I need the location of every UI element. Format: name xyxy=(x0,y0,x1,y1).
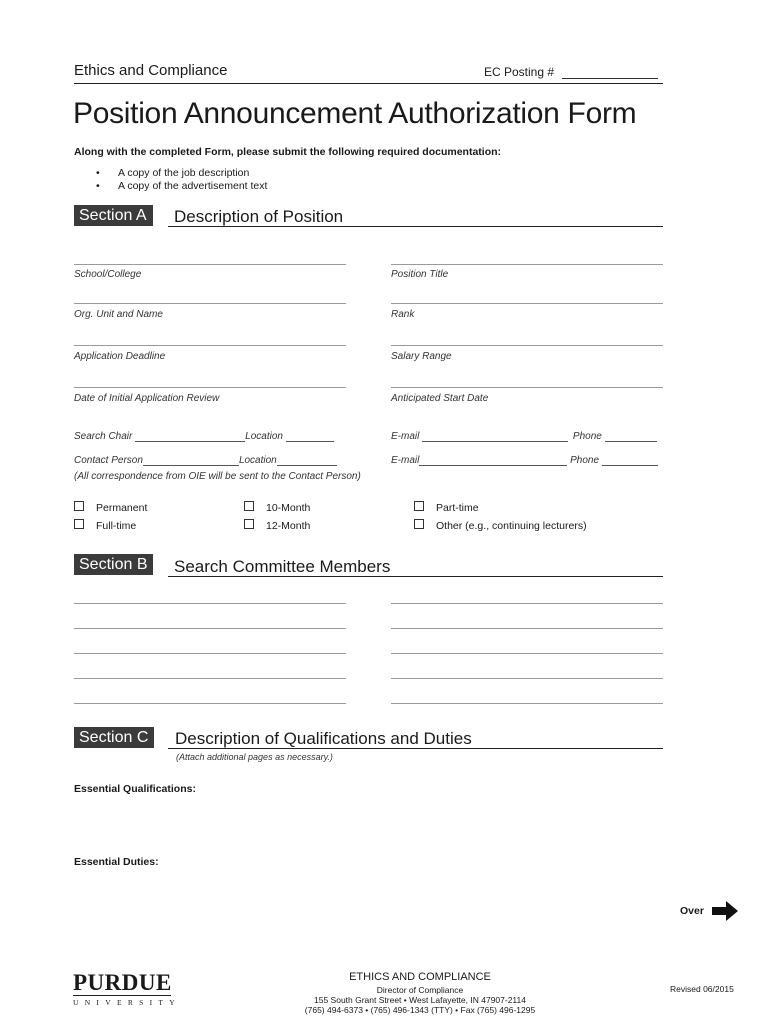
twelve-month-label: 12-Month xyxy=(266,520,311,532)
search-chair-email-label: E-mail xyxy=(391,431,420,442)
attach-note: (Attach additional pages as necessary.) xyxy=(176,752,333,762)
org-unit-label: Org. Unit and Name xyxy=(74,309,163,320)
school-college-field[interactable] xyxy=(74,264,346,265)
ten-month-checkbox[interactable] xyxy=(244,501,254,511)
footer-office: ETHICS AND COMPLIANCE xyxy=(349,971,491,983)
section-c-badge: Section C xyxy=(74,727,154,748)
twelve-month-checkbox[interactable] xyxy=(244,519,254,529)
footer-director: Director of Compliance xyxy=(376,985,464,995)
bullet-text: A copy of the job description xyxy=(118,167,250,179)
committee-member-field[interactable] xyxy=(391,678,663,679)
section-b-badge: Section B xyxy=(74,554,153,575)
contact-location-field[interactable] xyxy=(277,456,337,466)
search-chair-phone-label: Phone xyxy=(572,431,602,442)
section-a-rule xyxy=(168,226,663,227)
search-chair-location-field[interactable] xyxy=(286,432,334,442)
position-title-label: Position Title xyxy=(391,269,449,280)
revised-date: Revised 06/2015 xyxy=(670,984,734,994)
rank-label: Rank xyxy=(391,309,415,320)
contact-location-label: Location xyxy=(238,455,277,466)
qualifications-area[interactable] xyxy=(74,800,663,848)
purdue-logo xyxy=(73,972,181,1007)
qualifications-label: Essential Qualifications: xyxy=(74,783,196,795)
search-chair-contact-row xyxy=(391,431,657,442)
initial-review-field[interactable] xyxy=(74,387,346,388)
other-label: Other (e.g., continuing lecturers) xyxy=(436,520,587,532)
department-name: Ethics and Compliance xyxy=(74,62,228,79)
search-chair-location-label: Location xyxy=(245,431,283,442)
committee-member-field[interactable] xyxy=(391,653,663,654)
intro-text: Along with the completed Form, please submit the following required documentation: xyxy=(74,146,502,158)
arrow-right-icon xyxy=(712,901,738,926)
full-time-checkbox[interactable] xyxy=(74,519,84,529)
section-b-title: Search Committee Members xyxy=(174,557,391,576)
org-unit-field[interactable] xyxy=(74,303,346,304)
ec-posting-label: EC Posting # xyxy=(484,65,555,79)
committee-member-field[interactable] xyxy=(74,703,346,704)
part-time-label: Part-time xyxy=(436,502,479,514)
position-title-field[interactable] xyxy=(391,264,663,265)
school-college-label: School/College xyxy=(74,269,142,280)
salary-range-label: Salary Range xyxy=(391,351,452,362)
contact-phone-label: Phone xyxy=(570,455,600,466)
section-c-rule xyxy=(168,748,663,749)
ec-posting-field[interactable] xyxy=(562,78,658,79)
start-date-field[interactable] xyxy=(391,387,663,388)
search-chair-phone-field[interactable] xyxy=(605,432,657,442)
search-chair-row xyxy=(74,431,334,442)
contact-person-field[interactable] xyxy=(143,456,239,466)
start-date-label: Anticipated Start Date xyxy=(391,393,489,404)
full-time-label: Full-time xyxy=(96,520,137,532)
app-deadline-label: Application Deadline xyxy=(74,351,166,362)
salary-range-field[interactable] xyxy=(391,345,663,346)
permanent-checkbox[interactable] xyxy=(74,501,84,511)
part-time-checkbox[interactable] xyxy=(414,501,424,511)
section-a-title: Description of Position xyxy=(174,207,344,226)
contact-email-label: E-mail xyxy=(391,455,420,466)
bullet-item: • A copy of the advertisement text xyxy=(96,180,268,192)
contact-person-contact-row xyxy=(391,455,658,466)
footer-address: 155 South Grant Street • West Lafayette, IN 47907-2114 xyxy=(314,995,526,1005)
contact-phone-field[interactable] xyxy=(602,456,658,466)
duties-label: Essential Duties: xyxy=(74,856,159,868)
rank-field[interactable] xyxy=(391,303,663,304)
committee-member-field[interactable] xyxy=(391,628,663,629)
permanent-label: Permanent xyxy=(96,502,148,514)
other-checkbox[interactable] xyxy=(414,519,424,529)
search-chair-field[interactable] xyxy=(135,432,245,442)
search-chair-label: Search Chair xyxy=(74,431,133,442)
section-a-badge: Section A xyxy=(74,205,153,226)
committee-member-field[interactable] xyxy=(74,653,346,654)
committee-member-field[interactable] xyxy=(74,628,346,629)
logo-subtitle: UNIVERSITY xyxy=(73,998,181,1007)
contact-email-field[interactable] xyxy=(419,456,567,466)
form-title: Position Announcement Authorization Form xyxy=(73,97,637,130)
header-rule xyxy=(74,83,663,84)
section-c-title: Description of Qualifications and Duties xyxy=(175,729,472,748)
committee-member-field[interactable] xyxy=(391,703,663,704)
contact-person-row xyxy=(74,455,337,466)
initial-review-label: Date of Initial Application Review xyxy=(74,393,220,404)
committee-member-field[interactable] xyxy=(74,603,346,604)
section-b-rule xyxy=(168,576,663,577)
over-label: Over xyxy=(680,905,704,917)
app-deadline-field[interactable] xyxy=(74,345,346,346)
correspondence-note: (All correspondence from OIE will be sent to the Contact Person) xyxy=(74,471,361,482)
bullet-item: • A copy of the job description xyxy=(96,167,250,179)
logo-wordmark: PURDUE xyxy=(73,970,172,995)
contact-person-label: Contact Person xyxy=(74,455,143,466)
committee-member-field[interactable] xyxy=(391,603,663,604)
duties-area[interactable] xyxy=(74,873,663,901)
footer-phones: (765) 494-6373 • (765) 496-1343 (TTY) • Fax (765) 496-1295 xyxy=(304,1005,536,1015)
ten-month-label: 10-Month xyxy=(266,502,311,514)
search-chair-email-field[interactable] xyxy=(422,432,568,442)
committee-member-field[interactable] xyxy=(74,678,346,679)
bullet-text: A copy of the advertisement text xyxy=(118,180,268,192)
